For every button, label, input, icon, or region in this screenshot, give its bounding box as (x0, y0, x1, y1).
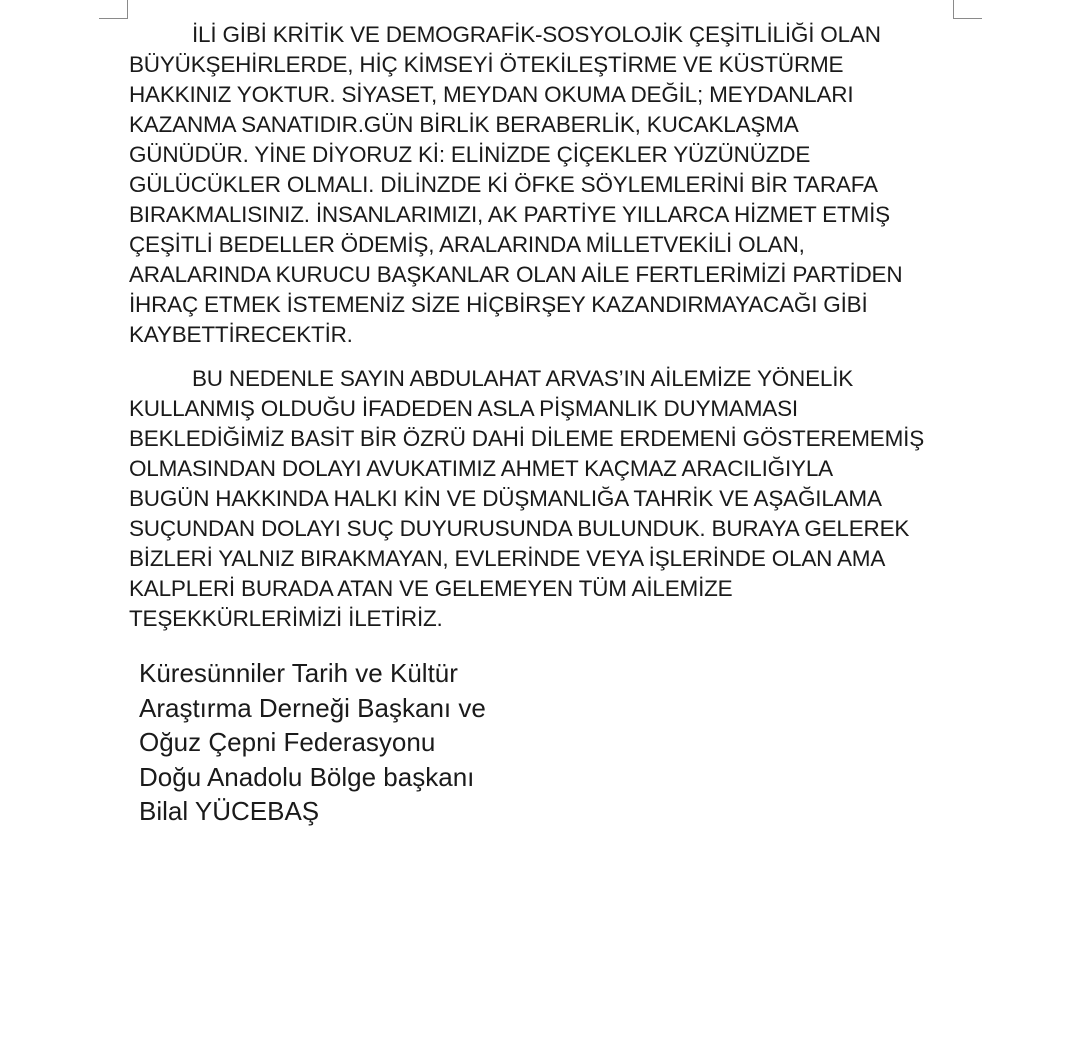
text-line: BÜYÜKŞEHİRLERDE, HİÇ KİMSEYİ ÖTEKİLEŞTİRME VE KÜSTÜRME (129, 52, 844, 77)
text-line: GÜNÜDÜR. YİNE DİYORUZ Kİ: ELİNİZDE ÇİÇEKLER YÜZÜNÜZDE (129, 142, 811, 167)
text-line: KAYBETTİRECEKTİR. (129, 322, 353, 347)
text-line: BUGÜN HAKKINDA HALKI KİN VE DÜŞMANLIĞA TAHRİK VE AŞAĞILAMA (129, 486, 882, 511)
text-line: KULLANMIŞ OLDUĞU İFADEDEN ASLA PİŞMANLIK DUYMAMASI (129, 396, 798, 421)
text-line: BU NEDENLE SAYIN ABDULAHAT ARVAS’IN AİLEMİZE YÖNELİK (192, 366, 854, 391)
signature-line: Küresünniler Tarih ve Kültür (139, 658, 458, 688)
text-line: İHRAÇ ETMEK İSTEMENİZ SİZE HİÇBİRŞEY KAZANDIRMAYACAĞI GİBİ (129, 292, 868, 317)
text-line: KALPLERİ BURADA ATAN VE GELEMEYEN TÜM AİLEMİZE (129, 576, 733, 601)
document-body (129, 20, 949, 634)
text-line: KAZANMA SANATIDIR.GÜN BİRLİK BERABERLİK, KUCAKLAŞMA (129, 112, 799, 137)
text-line: HAKKINIZ YOKTUR. SİYASET, MEYDAN OKUMA DEĞİL; MEYDANLARI (129, 82, 854, 107)
page-corner-mark-right (953, 0, 982, 19)
text-line: OLMASINDAN DOLAYI AVUKATIMIZ AHMET KAÇMAZ ARACILIĞIYLA (129, 456, 833, 481)
paragraph-2 (129, 364, 949, 634)
text-line: ARALARINDA KURUCU BAŞKANLAR OLAN AİLE FERTLERİMİZİ PARTİDEN (129, 262, 903, 287)
text-line: SUÇUNDAN DOLAYI SUÇ DUYURUSUNDA BULUNDUK. BURAYA GELEREK (129, 516, 910, 541)
signature-line: Doğu Anadolu Bölge başkanı (139, 761, 475, 792)
text-line: İLİ GİBİ KRİTİK VE DEMOGRAFİK-SOSYOLOJİK ÇEŞİTLİLİĞİ OLAN (192, 22, 881, 47)
text-line: BIRAKMALISINIZ. İNSANLARIMIZI, AK PARTİYE YILLARCA HİZMET ETMİŞ (129, 202, 890, 227)
signature-line: Araştırma Derneği Başkanı ve (139, 692, 486, 723)
text-line: TEŞEKKÜRLERİMİZİ İLETİRİZ. (129, 606, 443, 631)
signature-line: Oğuz Çepni Federasyonu (139, 727, 436, 757)
signature-block (139, 656, 739, 829)
page-corner-mark-left (99, 0, 128, 19)
paragraph-1 (129, 20, 949, 350)
text-line: BİZLERİ YALNIZ BIRAKMAYAN, EVLERİNDE VEYA İŞLERİNDE OLAN AMA (129, 546, 886, 571)
signature-name: Bilal YÜCEBAŞ (139, 796, 320, 826)
text-line: BEKLEDİĞİMİZ BASİT BİR ÖZRÜ DAHİ DİLEME ERDEMENİ GÖSTEREMEMİŞ (129, 426, 925, 451)
text-line: GÜLÜCÜKLER OLMALI. DİLİNZDE Kİ ÖFKE SÖYLEMLERİNİ BİR TARAFA (129, 172, 878, 197)
text-line: ÇEŞİTLİ BEDELLER ÖDEMİŞ, ARALARINDA MİLLETVEKİLİ OLAN, (129, 232, 805, 257)
